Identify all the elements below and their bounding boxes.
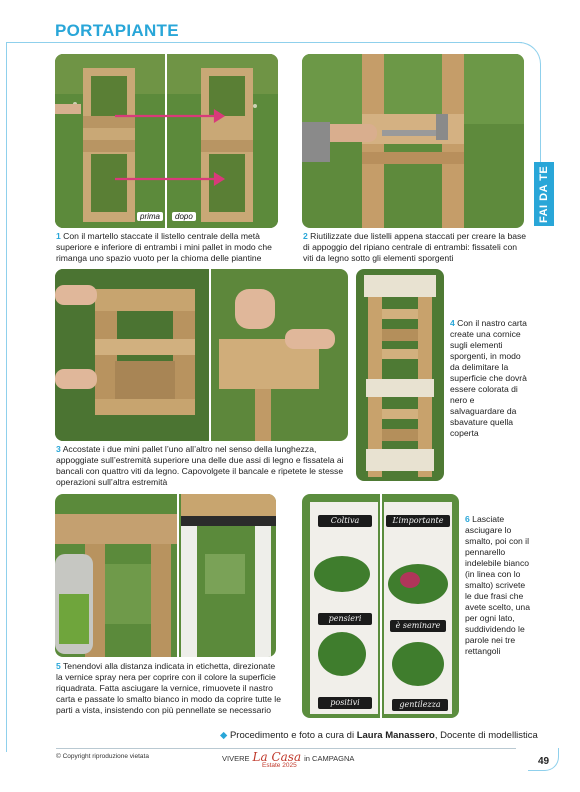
caption-step-5: [56, 661, 281, 716]
step-text: Tenendovi alla distanza indicata in etichetta, direzionate la vernice spray nera per coprire con il colore la superficie riquadrata. Fatta asciugare la vernice, rimuovete il nastro carta e passate lo smalto bianco in modo da coprire tutte le parti a vista, insistendo con più pennellate se necessario: [56, 661, 281, 715]
step-number: 5: [56, 661, 61, 671]
caption-step-2: [303, 231, 528, 264]
frame-line-left: [6, 42, 7, 752]
chalk-label: Coltiva: [318, 515, 372, 527]
photo-step-3-illustration: [55, 269, 348, 441]
magazine-brand: [222, 750, 355, 769]
label-after: dopo: [172, 212, 196, 221]
photo-step-2-illustration: [302, 54, 524, 228]
photo-step-6-illustration: [302, 494, 459, 718]
chalk-label: gentilezza: [392, 699, 448, 711]
photo-step-1: [55, 54, 278, 228]
step-text: Lasciate asciugare lo smalto, poi con il pennarello indelebile bianco (in linea con lo smalto) scrivete le due frasi che avete scelto, una per ogni lato, suddividendo le parole nei tre rettangoli: [465, 514, 530, 656]
label-before: prima: [137, 212, 163, 221]
step-text: Con il nastro carta create una cornice sugli elementi sporgenti, in modo da delimitare la superficie che dovrà essere colorata di nero e salvaguardare da sbavature quella coperta: [450, 318, 527, 438]
step-text: Con il martello staccate il listello centrale della metà superiore e inferiore di entrambi i mini pallet in modo che rimanga uno spazio vuoto per la chioma delle piantine: [56, 231, 272, 263]
copyright: © Copyright riproduzione vietata: [56, 753, 149, 760]
chalk-label: positivi: [318, 697, 372, 709]
chalk-label: è seminare: [390, 620, 446, 632]
bullet-icon: ◆: [220, 730, 228, 741]
step-number: 4: [450, 318, 455, 328]
credit-prefix: Procedimento e foto a cura di: [229, 730, 355, 741]
brand-logo: La Casa: [252, 750, 302, 764]
issue-season: Estate 2025: [262, 762, 297, 769]
page-number: 49: [538, 756, 550, 767]
photo-step-6: [302, 494, 459, 718]
photo-step-5: [55, 494, 276, 657]
brand-right: in CAMPAGNA: [304, 754, 355, 763]
brand-left: VIVERE: [222, 754, 250, 763]
photo-step-2: [302, 54, 524, 228]
chalk-label: L’importante: [386, 515, 450, 527]
caption-step-3: [56, 444, 348, 488]
step-number: 6: [465, 514, 470, 524]
step-number: 2: [303, 231, 308, 241]
photo-step-3: [55, 269, 348, 441]
credit-name: Laura Manassero: [356, 730, 435, 741]
caption-step-6: [465, 514, 533, 657]
credit-line: [220, 730, 538, 741]
page-title: PORTAPIANTE: [55, 21, 179, 40]
credit-suffix: , Docente di modellistica: [434, 730, 538, 741]
photo-step-1-illustration: [55, 54, 278, 228]
caption-step-1: [56, 231, 286, 264]
frame-line-top: [6, 42, 522, 43]
step-number: 1: [56, 231, 61, 241]
step-number: 3: [56, 444, 61, 454]
chalk-label: pensieri: [318, 613, 372, 625]
footer-divider: [56, 748, 516, 749]
step-text: Accostate i due mini pallet l’uno all’altro nel senso della lunghezza, appoggiate sull’estremità superiore una delle due assi di legno e fissatela ai bancali con quattro viti da legno. Capovolgete il bancale e ripetete le stesse operazioni sull’altra estremità: [56, 444, 344, 487]
step-text: Riutilizzate due listelli appena staccati per creare la base di appoggio del ripiano centrale di entrambi: fissateli con viti da legno sotto gli elementi sporgenti: [303, 231, 527, 263]
photo-step-5-illustration: [55, 494, 276, 657]
photo-step-4: [356, 269, 444, 481]
section-tab: FAI DA TE: [534, 162, 554, 226]
caption-step-4: [450, 318, 530, 439]
photo-step-4-illustration: [356, 269, 444, 481]
